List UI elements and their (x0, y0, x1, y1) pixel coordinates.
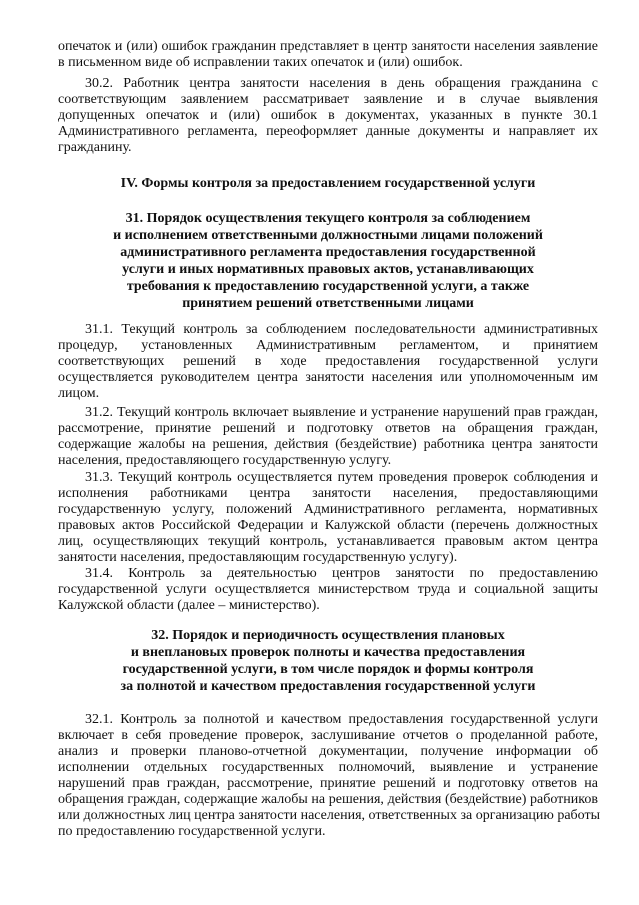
paragraph-32-1-line-3: анализ и проверки планово-отчетной документации, получение информации об (58, 744, 598, 759)
paragraph-31-2-line-2: рассмотрение, принятие решений и подготовку ответов на обращения граждан, (58, 421, 598, 436)
paragraph-31-1-line-3: соответствующих решений в ходе предоставления государственной услуги (58, 354, 598, 369)
paragraph-31-2-line-3: содержащие жалобы на решения, действия (бездействие) работника центра занятости (58, 437, 598, 452)
heading-31-line: 31. Порядок осуществления текущего контроля за соблюдением (125, 211, 531, 226)
heading-31 (58, 210, 598, 312)
paragraph-30-1-tail (58, 39, 598, 71)
paragraph-32-1-line-5: нарушений прав граждан, рассмотрение, принятие решений и подготовку ответов на (58, 776, 598, 791)
paragraph-30-2-line-1: 30.2. Работник центра занятости населения в день обращения гражданина с (85, 76, 598, 91)
heading-32-line: за полнотой и качеством предоставления государственной услуги (120, 679, 536, 694)
paragraph-32-1-line-6: обращения граждан, содержащие жалобы на решения, действия (бездействие) работников (58, 792, 598, 807)
paragraph-31-1-line-1: 31.1. Текущий контроль за соблюдением последовательности административных (85, 322, 598, 337)
heading-31-line: и исполнением ответственными должностными лицами положений (113, 228, 543, 243)
paragraph-31-3-line-6: занятости населения, предоставляющим государственную услугу). (58, 550, 458, 565)
paragraph-31-1 (58, 322, 598, 402)
heading-31-line: услуги и иных нормативных правовых актов, устанавливающих (122, 262, 534, 277)
paragraph-32-1-line-1: 32.1. Контроль за полнотой и качеством предоставления государственной услуги (85, 712, 598, 727)
paragraph-31-2 (58, 405, 598, 469)
heading-32-line: и внеплановых проверок полноты и качества предоставления (130, 645, 526, 660)
paragraph-31-4 (58, 566, 598, 614)
paragraph-31-3-line-2: исполнения работниками центра занятости населения, предоставляющими (58, 486, 598, 501)
paragraph-30-2-line-4: Административного регламента, переоформляет данные документы и направляет их (58, 124, 598, 139)
paragraph-32-1-line-7: или должностных лиц центра занятости населения, ответственных за организацию работы (58, 808, 601, 823)
paragraph-31-4-line-2: государственной услуги осуществляется министерством труда и социальной защиты (58, 582, 598, 597)
paragraph-32-1 (58, 712, 601, 840)
heading-31-line: требования к предоставлению государственной услуги, а также (126, 279, 530, 294)
paragraph-31-3 (58, 470, 598, 566)
heading-32-line: государственной услуги, в том числе порядок и формы контроля (122, 662, 534, 677)
paragraph-31-2-line-4: населения, предоставляющего государственную услугу. (58, 453, 392, 468)
paragraph-32-1-line-4: исполнении отдельных государственных полномочий, выявление и устранение (58, 760, 598, 775)
paragraph-32-1-line-2: включает в себя проведение проверок, заслушивание отчетов о проделанной работе, (58, 728, 598, 743)
paragraph-31-2-line-1: 31.2. Текущий контроль включает выявление и устранение нарушений прав граждан, (85, 405, 598, 420)
paragraph-31-4-line-3: Калужской области (далее – министерство). (58, 598, 320, 613)
paragraph-31-1-line-5: лицом. (58, 386, 100, 401)
heading-32 (58, 627, 598, 695)
paragraph-31-3-line-4: правовых актов Российской Федерации и Калужской области (перечень должностных (58, 518, 598, 533)
paragraph-31-3-line-1: 31.3. Текущий контроль осуществляется путем проведения проверок соблюдения и (85, 470, 598, 485)
heading-31-line: принятием решений ответственными лицами (182, 296, 474, 311)
heading-31-line: административного регламента предоставления государственной (120, 245, 536, 260)
heading-32-line: 32. Порядок и периодичность осуществления плановых (151, 628, 505, 643)
paragraph-30-2 (58, 76, 598, 156)
section-iv-title: IV. Формы контроля за предоставлением государственной услуги (120, 176, 536, 191)
paragraph-30-1-line-1: опечаток и (или) ошибок гражданин представляет в центр занятости населения заявление (58, 39, 598, 54)
paragraph-32-1-line-8: по предоставлению государственной услуги. (58, 824, 326, 839)
paragraph-30-2-line-5: гражданину. (58, 140, 132, 155)
paragraph-30-2-line-2: соответствующим заявлением рассматривает заявление и в случае выявления (58, 92, 598, 107)
paragraph-30-2-line-3: допущенных опечаток и (или) ошибок в документах, указанных в пункте 30.1 (58, 108, 598, 123)
paragraph-31-1-line-4: осуществляется руководителем центра занятости населения или уполномоченным им (58, 370, 598, 385)
paragraph-31-1-line-2: процедур, установленных Административным регламентом, и принятием (58, 338, 598, 353)
paragraph-31-3-line-3: государственную услугу, положений Административного регламента, нормативных (58, 502, 598, 517)
paragraph-30-1-line-2: в письменном виде об исправлении таких опечаток и (или) ошибок. (58, 55, 463, 70)
paragraph-31-4-line-1: 31.4. Контроль за деятельностью центров занятости по предоставлению (85, 566, 598, 581)
paragraph-31-3-line-5: лиц, осуществляющих текущий контроль, устанавливается правовым актом центра (58, 534, 598, 549)
